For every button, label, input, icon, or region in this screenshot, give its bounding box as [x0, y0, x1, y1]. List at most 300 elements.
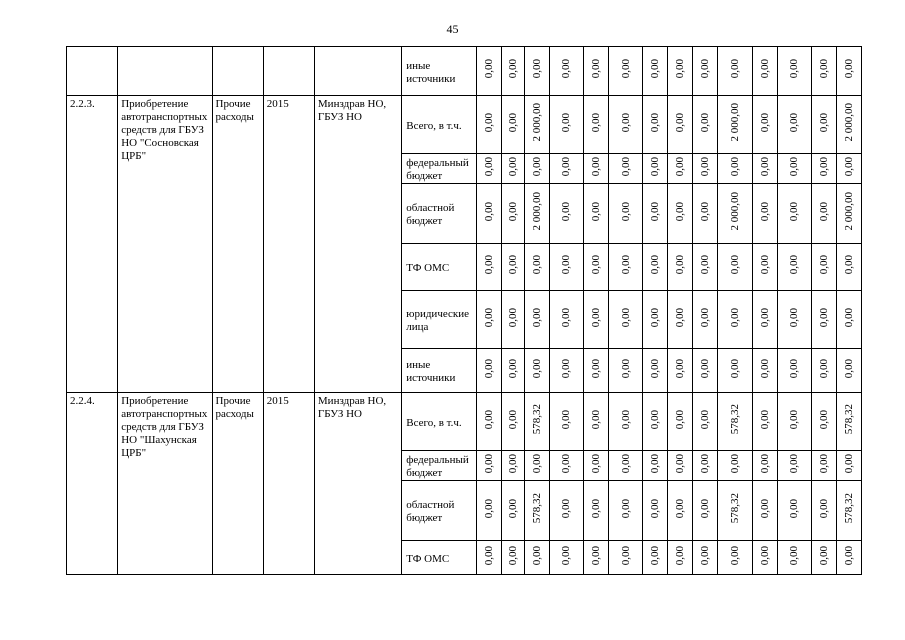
value-cell [608, 451, 642, 481]
value-text: 0,00 [589, 358, 602, 379]
value-cell [811, 291, 836, 349]
value-text: 0,00 [817, 409, 830, 430]
source-cell: Всего, в т.ч. [402, 96, 476, 154]
value-cell [583, 244, 608, 291]
value-cell [693, 451, 718, 481]
value-text: 0,00 [649, 201, 662, 222]
value-text: 0,00 [817, 307, 830, 328]
value-cell [549, 184, 583, 244]
value-cell [693, 291, 718, 349]
year-cell [263, 47, 314, 96]
value-text: 0,00 [530, 453, 543, 474]
value-cell [777, 349, 811, 393]
value-cell [693, 96, 718, 154]
value-text: 0,00 [589, 59, 602, 79]
value-text: 0,00 [619, 255, 632, 275]
value-cell [668, 481, 693, 541]
value-text: 0,00 [842, 255, 855, 275]
value-cell [777, 451, 811, 481]
value-text: 0,00 [649, 307, 662, 328]
value-text: 0,00 [699, 409, 712, 430]
value-text: 0,00 [817, 453, 830, 474]
value-text: 0,00 [758, 255, 771, 275]
value-cell [583, 451, 608, 481]
value-text: 0,00 [619, 201, 632, 222]
value-text: 0,00 [649, 59, 662, 79]
value-cell [718, 349, 752, 393]
value-text: 0,00 [758, 201, 771, 222]
value-text: 0,00 [589, 307, 602, 328]
value-text: 0,00 [728, 59, 741, 79]
item-executor: Минздрав НО, ГБУЗ НО [314, 393, 401, 575]
id-cell [67, 47, 118, 96]
value-text: 0,00 [506, 358, 519, 379]
value-text: 0,00 [817, 112, 830, 133]
value-cell [476, 451, 501, 481]
value-cell [476, 481, 501, 541]
value-cell [811, 47, 836, 96]
value-text: 2 000,00 [842, 103, 855, 142]
value-cell [643, 47, 668, 96]
value-cell [501, 244, 524, 291]
value-text: 0,00 [482, 59, 495, 79]
value-cell [501, 481, 524, 541]
value-cell [836, 451, 861, 481]
value-text: 0,00 [758, 453, 771, 474]
value-cell [668, 451, 693, 481]
value-text: 0,00 [619, 307, 632, 328]
value-text: 0,00 [674, 498, 687, 519]
value-text: 0,00 [758, 59, 771, 79]
value-cell [524, 96, 549, 154]
value-text: 0,00 [589, 409, 602, 430]
value-text: 0,00 [506, 498, 519, 519]
value-text: 0,00 [788, 112, 801, 133]
value-text: 0,00 [842, 156, 855, 177]
value-cell [583, 393, 608, 451]
item-type: Прочие расходы [212, 96, 263, 393]
page-number: 45 [446, 22, 459, 36]
source-cell: областной бюджет [402, 184, 476, 244]
value-text: 578,32 [530, 404, 543, 435]
value-cell [501, 393, 524, 451]
value-cell [476, 154, 501, 184]
value-cell [693, 184, 718, 244]
value-text: 0,00 [788, 201, 801, 222]
value-text: 0,00 [482, 498, 495, 519]
value-text: 0,00 [619, 498, 632, 519]
value-text: 0,00 [560, 453, 573, 474]
source-cell: федеральный бюджет [402, 154, 476, 184]
value-text: 0,00 [699, 358, 712, 379]
value-text: 0,00 [506, 307, 519, 328]
value-text: 0,00 [619, 358, 632, 379]
value-cell [583, 154, 608, 184]
value-cell [524, 541, 549, 575]
value-cell [501, 451, 524, 481]
value-cell [524, 349, 549, 393]
value-text: 0,00 [506, 545, 519, 566]
value-text: 0,00 [530, 307, 543, 328]
value-cell [476, 244, 501, 291]
value-cell [501, 541, 524, 575]
value-cell [811, 244, 836, 291]
value-text: 0,00 [649, 409, 662, 430]
value-text: 0,00 [560, 201, 573, 222]
value-text: 0,00 [817, 255, 830, 275]
value-cell [718, 451, 752, 481]
value-text: 0,00 [788, 307, 801, 328]
value-cell [549, 393, 583, 451]
value-cell [643, 451, 668, 481]
value-text: 0,00 [482, 201, 495, 222]
value-text: 2 000,00 [530, 192, 543, 231]
source-cell: Всего, в т.ч. [402, 393, 476, 451]
value-text: 0,00 [560, 59, 573, 79]
value-cell [752, 96, 777, 154]
value-cell [476, 47, 501, 96]
value-cell [693, 154, 718, 184]
type-cell [212, 47, 263, 96]
value-cell [476, 184, 501, 244]
value-cell [583, 481, 608, 541]
value-text: 0,00 [506, 201, 519, 222]
value-cell [777, 96, 811, 154]
value-text: 0,00 [699, 156, 712, 177]
value-text: 0,00 [842, 358, 855, 379]
value-text: 0,00 [619, 112, 632, 133]
value-text: 0,00 [758, 498, 771, 519]
value-cell [777, 184, 811, 244]
value-text: 0,00 [788, 156, 801, 177]
value-text: 0,00 [560, 255, 573, 275]
value-text: 0,00 [482, 453, 495, 474]
value-text: 2 000,00 [728, 103, 741, 142]
value-text: 0,00 [788, 255, 801, 275]
value-text: 0,00 [506, 453, 519, 474]
value-cell [718, 291, 752, 349]
value-text: 0,00 [530, 156, 543, 177]
value-text: 0,00 [674, 409, 687, 430]
value-text: 0,00 [728, 307, 741, 328]
value-cell [777, 393, 811, 451]
value-text: 0,00 [842, 453, 855, 474]
value-cell [608, 481, 642, 541]
value-cell [718, 47, 752, 96]
value-text: 0,00 [699, 498, 712, 519]
value-text: 0,00 [788, 59, 801, 79]
value-cell [811, 184, 836, 244]
value-cell [583, 96, 608, 154]
value-text: 0,00 [619, 156, 632, 177]
value-cell [668, 291, 693, 349]
value-cell [836, 291, 861, 349]
value-text: 0,00 [619, 409, 632, 430]
value-cell [524, 451, 549, 481]
value-text: 0,00 [482, 112, 495, 133]
value-text: 0,00 [482, 358, 495, 379]
value-text: 0,00 [817, 59, 830, 79]
value-cell [524, 244, 549, 291]
value-cell [608, 291, 642, 349]
value-cell [476, 291, 501, 349]
value-text: 0,00 [560, 358, 573, 379]
value-text: 0,00 [699, 453, 712, 474]
value-cell [836, 393, 861, 451]
source-cell: ТФ ОМС [402, 541, 476, 575]
value-cell [718, 154, 752, 184]
value-text: 0,00 [482, 255, 495, 275]
value-cell [752, 481, 777, 541]
source-cell: областной бюджет [402, 481, 476, 541]
value-cell [811, 96, 836, 154]
value-cell [811, 481, 836, 541]
value-cell [811, 154, 836, 184]
value-cell [836, 154, 861, 184]
value-cell [643, 541, 668, 575]
value-text: 0,00 [589, 255, 602, 275]
value-text: 0,00 [589, 498, 602, 519]
value-text: 0,00 [674, 255, 687, 275]
value-cell [836, 541, 861, 575]
item-name: Приобретение автотранспортных средств для ГБУЗ НО "Шахунская ЦРБ" [118, 393, 212, 575]
source-cell: юридические лица [402, 291, 476, 349]
value-cell [693, 349, 718, 393]
value-cell [693, 541, 718, 575]
value-cell [524, 291, 549, 349]
value-cell [811, 393, 836, 451]
value-text: 0,00 [699, 59, 712, 79]
value-cell [608, 349, 642, 393]
executor-cell [314, 47, 401, 96]
value-cell [643, 393, 668, 451]
value-cell [836, 96, 861, 154]
value-cell [668, 393, 693, 451]
value-cell [549, 244, 583, 291]
item-number: 2.2.4. [67, 393, 118, 575]
value-cell [693, 393, 718, 451]
value-text: 0,00 [728, 255, 741, 275]
value-cell [501, 349, 524, 393]
value-text: 0,00 [560, 112, 573, 133]
item-executor: Минздрав НО, ГБУЗ НО [314, 96, 401, 393]
value-cell [693, 47, 718, 96]
value-cell [476, 393, 501, 451]
value-text: 578,32 [728, 404, 741, 435]
value-cell [836, 349, 861, 393]
value-cell [836, 481, 861, 541]
value-cell [643, 154, 668, 184]
source-cell: ТФ ОМС [402, 244, 476, 291]
value-cell [583, 541, 608, 575]
value-cell [501, 96, 524, 154]
value-cell [549, 451, 583, 481]
value-text: 0,00 [589, 453, 602, 474]
item-type: Прочие расходы [212, 393, 263, 575]
value-text: 0,00 [482, 156, 495, 177]
item-name: Приобретение автотранспортных средств для ГБУЗ НО "Сосновская ЦРБ" [118, 96, 212, 393]
value-text: 0,00 [506, 409, 519, 430]
value-text: 0,00 [506, 156, 519, 177]
value-text: 0,00 [506, 112, 519, 133]
value-text: 0,00 [699, 112, 712, 133]
table-row [67, 96, 862, 154]
value-text: 0,00 [674, 545, 687, 566]
value-cell [501, 291, 524, 349]
value-text: 0,00 [530, 255, 543, 275]
value-text: 0,00 [649, 255, 662, 275]
value-cell [476, 349, 501, 393]
value-cell [524, 184, 549, 244]
value-text: 2 000,00 [728, 192, 741, 231]
value-text: 0,00 [728, 358, 741, 379]
value-text: 0,00 [788, 358, 801, 379]
value-text: 0,00 [482, 409, 495, 430]
value-cell [668, 541, 693, 575]
value-text: 0,00 [788, 498, 801, 519]
value-text: 0,00 [560, 307, 573, 328]
value-text: 0,00 [728, 453, 741, 474]
value-text: 0,00 [758, 409, 771, 430]
value-text: 2 000,00 [530, 103, 543, 142]
value-text: 0,00 [589, 156, 602, 177]
value-cell [752, 47, 777, 96]
value-text: 0,00 [817, 498, 830, 519]
value-text: 0,00 [560, 156, 573, 177]
value-cell [668, 47, 693, 96]
value-cell [608, 541, 642, 575]
value-text: 0,00 [589, 201, 602, 222]
value-cell [608, 96, 642, 154]
value-cell [811, 541, 836, 575]
value-cell [643, 96, 668, 154]
value-cell [752, 244, 777, 291]
value-cell [501, 154, 524, 184]
value-text: 578,32 [842, 493, 855, 524]
value-cell [693, 481, 718, 541]
source-cell: иные источники [402, 47, 476, 96]
source-cell: федеральный бюджет [402, 451, 476, 481]
value-text: 0,00 [530, 59, 543, 79]
value-text: 578,32 [728, 493, 741, 524]
value-cell [668, 184, 693, 244]
value-cell [549, 291, 583, 349]
value-text: 0,00 [649, 112, 662, 133]
budget-table [66, 46, 862, 575]
value-cell [777, 47, 811, 96]
value-cell [549, 154, 583, 184]
value-cell [549, 481, 583, 541]
value-cell [583, 47, 608, 96]
value-cell [643, 481, 668, 541]
value-cell [777, 291, 811, 349]
value-cell [643, 184, 668, 244]
value-cell [668, 96, 693, 154]
value-cell [693, 244, 718, 291]
value-cell [811, 349, 836, 393]
value-cell [608, 154, 642, 184]
value-text: 2 000,00 [842, 192, 855, 231]
value-cell [643, 291, 668, 349]
value-cell [524, 393, 549, 451]
value-text: 0,00 [674, 59, 687, 79]
value-cell [777, 154, 811, 184]
item-number: 2.2.3. [67, 96, 118, 393]
value-cell [608, 47, 642, 96]
table-row [67, 393, 862, 451]
value-text: 0,00 [674, 453, 687, 474]
item-year: 2015 [263, 393, 314, 575]
value-text: 0,00 [619, 453, 632, 474]
value-text: 0,00 [649, 358, 662, 379]
value-text: 0,00 [674, 112, 687, 133]
value-text: 0,00 [649, 453, 662, 474]
value-cell [668, 154, 693, 184]
value-text: 0,00 [649, 498, 662, 519]
value-cell [718, 481, 752, 541]
value-text: 578,32 [530, 493, 543, 524]
value-text: 0,00 [482, 307, 495, 328]
value-cell [668, 349, 693, 393]
value-cell [811, 451, 836, 481]
value-cell [718, 244, 752, 291]
value-cell [668, 244, 693, 291]
value-cell [718, 541, 752, 575]
value-text: 0,00 [619, 545, 632, 566]
value-cell [752, 349, 777, 393]
value-cell [524, 154, 549, 184]
value-text: 0,00 [506, 255, 519, 275]
value-cell [777, 481, 811, 541]
value-text: 0,00 [674, 307, 687, 328]
value-text: 0,00 [842, 307, 855, 328]
item-year: 2015 [263, 96, 314, 393]
value-text: 0,00 [758, 358, 771, 379]
value-text: 0,00 [758, 112, 771, 133]
value-cell [583, 184, 608, 244]
value-cell [777, 541, 811, 575]
value-text: 0,00 [817, 545, 830, 566]
value-text: 0,00 [788, 453, 801, 474]
value-text: 0,00 [674, 201, 687, 222]
value-cell [752, 154, 777, 184]
value-cell [752, 451, 777, 481]
value-cell [524, 47, 549, 96]
value-cell [583, 291, 608, 349]
value-text: 0,00 [758, 307, 771, 328]
value-text: 578,32 [842, 404, 855, 435]
value-text: 0,00 [817, 156, 830, 177]
value-cell [583, 349, 608, 393]
value-text: 0,00 [560, 409, 573, 430]
value-cell [752, 393, 777, 451]
value-cell [608, 393, 642, 451]
value-cell [718, 184, 752, 244]
value-text: 0,00 [728, 156, 741, 177]
value-cell [752, 184, 777, 244]
value-text: 0,00 [482, 545, 495, 566]
value-cell [718, 96, 752, 154]
value-cell [549, 541, 583, 575]
value-text: 0,00 [788, 409, 801, 430]
value-cell [608, 184, 642, 244]
value-text: 0,00 [589, 545, 602, 566]
value-text: 0,00 [699, 307, 712, 328]
value-cell [549, 47, 583, 96]
value-cell [501, 184, 524, 244]
value-text: 0,00 [530, 545, 543, 566]
value-cell [501, 47, 524, 96]
